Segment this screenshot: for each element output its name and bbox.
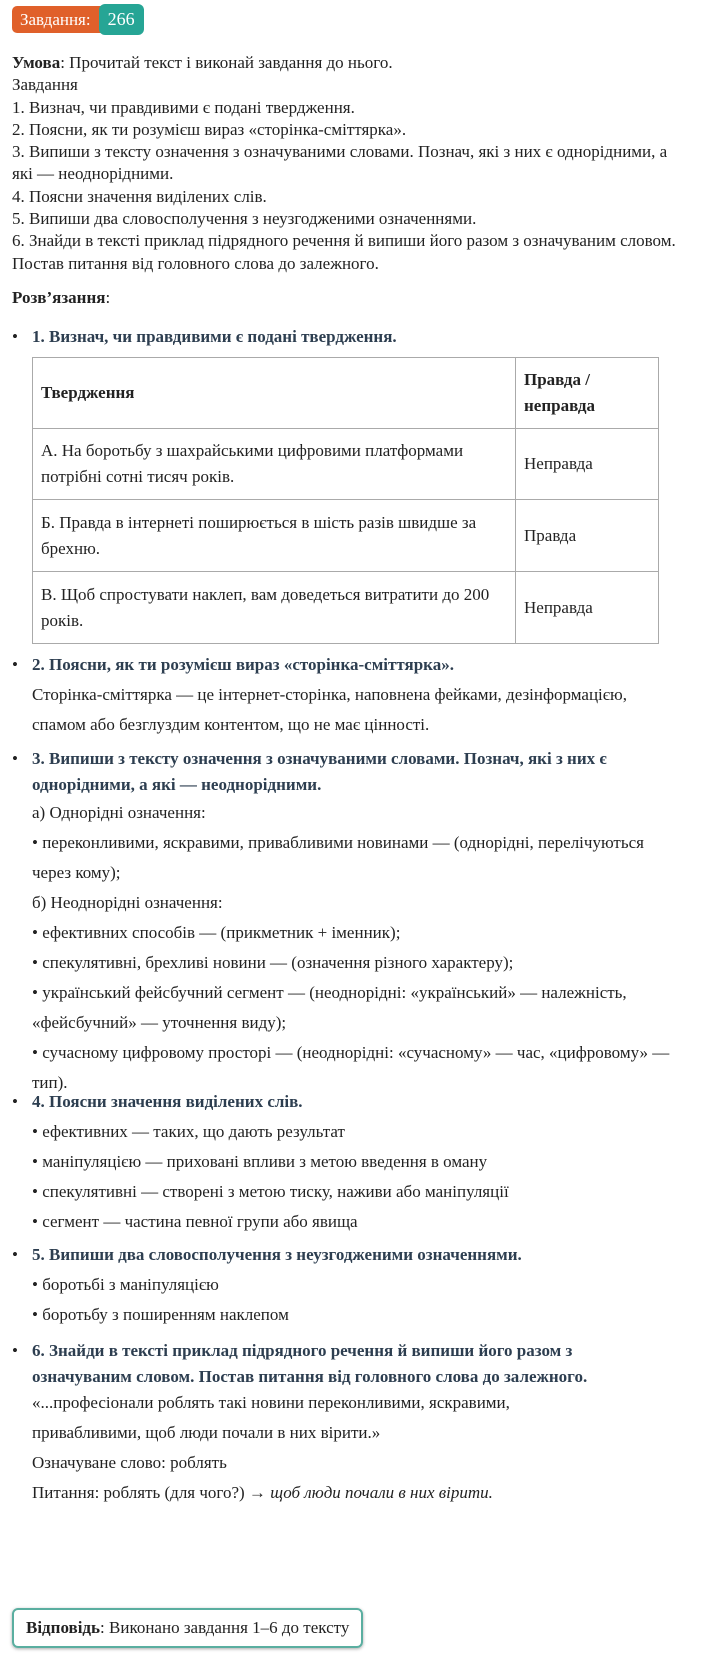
condition-label: Умова xyxy=(12,53,61,72)
section-1 xyxy=(12,327,397,347)
line: • боротьбі з маніпуляцією xyxy=(32,1275,219,1294)
table-row xyxy=(33,572,659,644)
statement: Б. Правда в інтернеті поширюється в шість разів швидше за брехню. xyxy=(33,500,516,572)
task-item: 4. Поясни значення виділених слів. xyxy=(12,186,267,206)
section-3 xyxy=(12,746,662,798)
line: Означуване слово: роблять xyxy=(32,1453,227,1472)
table-header: Твердження xyxy=(33,358,516,429)
section-4 xyxy=(12,1092,303,1112)
question-answer: щоб люди почали в них вірити. xyxy=(270,1483,493,1502)
task-item: 3. Випиши з тексту означення з означуваними словами. Познач, які з них є однорідними, а які — неоднорідними. xyxy=(12,142,668,184)
question: Питання: роблять (для чого?) → xyxy=(32,1483,266,1502)
section-heading: • 6. Знайди в тексті приклад підрядного речення й випиши його разом з означуваним словом. Постав питання від головного слова до залежного. xyxy=(32,1341,588,1386)
line: • український фейсбучний сегмент — (неоднорідні: «український» — належність, «фейсбучний» — уточнення виду); xyxy=(32,983,627,1032)
task-item: 6. Знайди в тексті приклад підрядного речення й випиши його разом з означуваним словом. Постав питання від головного слова до залежного. xyxy=(12,231,676,273)
line: • переконливими, яскравими, привабливими новинами — (однорідні, перелічуються через кому); xyxy=(32,833,644,882)
task-item: 2. Поясни, як ти розумієш вираз «сторінка-сміттярка». xyxy=(12,119,407,139)
line: б) Неоднорідні означення: xyxy=(32,893,223,912)
line: • спекулятивні, брехливі новини — (означення різного характеру); xyxy=(32,953,514,972)
section-heading: • 4. Поясни значення виділених слів. xyxy=(32,1092,303,1111)
statement: В. Щоб спростувати наклеп, вам доведеться витратити до 200 років. xyxy=(33,572,516,644)
section-heading: • 5. Випиши два словосполучення з неузгодженими означеннями. xyxy=(32,1245,522,1264)
section-2 xyxy=(12,655,454,675)
section-5 xyxy=(12,1245,522,1265)
answer-text: : Виконано завдання 1–6 до тексту xyxy=(100,1618,350,1637)
task-badge xyxy=(12,6,144,33)
section-heading: • 3. Випиши з тексту означення з означуваними словами. Познач, які з них є однорідними, а які — неоднорідними. xyxy=(32,749,607,794)
line: • спекулятивні — створені з метою тиску, наживи або маніпуляції xyxy=(32,1182,509,1201)
line: • сегмент — частина певної групи або явища xyxy=(32,1212,358,1231)
line: а) Однорідні означення: xyxy=(32,803,206,822)
section-6-body xyxy=(32,1388,592,1508)
statements-table xyxy=(32,357,659,644)
task-item: 5. Випиши два словосполучення з неузгодженими означеннями. xyxy=(12,209,477,229)
section-4-body xyxy=(32,1117,682,1237)
task-label: Завдання: xyxy=(20,9,91,29)
verdict: Неправда xyxy=(516,429,659,500)
verdict: Правда xyxy=(516,500,659,572)
answer-label: Відповідь xyxy=(26,1618,101,1637)
table-header: Правда / неправда xyxy=(516,358,659,429)
line: • маніпуляцією — приховані впливи з метою введення в оману xyxy=(32,1152,488,1171)
task-item: 1. Визнач, чи правдивими є подані твердження. xyxy=(12,97,355,117)
condition: Умова: Прочитай текст і виконай завдання до нього. Завдання 1. Визнач, чи правдивими є подані твердження. 2. Поясни, як ти розумієш вираз «сторінка-сміттярка». 3. Випиши з тексту означення з означуваними словами. Познач, які з них є однорідними, а які — неоднорідними. 4. Поясни значення виділених слів. 5. Випиши два словосполучення з неузгодженими означеннями. 6. Знайди в тексті приклад підрядного речення й випиши його разом з означуваним словом. Постав питання від головного слова до залежного. Розв’язання: xyxy=(12,52,692,309)
task-number: 266 xyxy=(99,4,144,35)
verdict: Неправда xyxy=(516,572,659,644)
line: • боротьбу з поширенням наклепом xyxy=(32,1305,289,1324)
section-6 xyxy=(12,1338,662,1390)
section-heading: • 2. Поясни, як ти розумієш вираз «сторінка-сміттярка». xyxy=(32,655,454,674)
condition-text: : Прочитай текст і виконай завдання до нього. xyxy=(60,53,393,72)
solution-label: Розв’язання xyxy=(12,287,106,307)
statement: А. На боротьбу з шахрайськими цифровими платформами потрібні сотні тисяч років. xyxy=(33,429,516,500)
table-row xyxy=(33,429,659,500)
line: • ефективних способів — (прикметник + іменник); xyxy=(32,923,401,942)
quote: «...професіонали роблять такі новини переконливими, яскравими, привабливими, щоб люди почали в них вірити.» xyxy=(32,1393,510,1442)
section-5-body xyxy=(32,1270,682,1330)
line: • ефективних — таких, що дають результат xyxy=(32,1122,345,1141)
section-heading: • 1. Визнач, чи правдивими є подані твердження. xyxy=(32,327,397,346)
line: • сучасному цифровому просторі — (неоднорідні: «сучасному» — час, «цифровому» — тип). xyxy=(32,1043,670,1092)
answer-box xyxy=(12,1608,363,1648)
section-text: Сторінка-сміттярка — це інтернет-сторінка, наповнена фейками, дезінформацією, спамом або безглуздим контентом, що не має цінності. xyxy=(32,685,628,734)
condition-subtitle: Завдання xyxy=(12,75,78,95)
section-3-body xyxy=(32,798,682,1098)
table-row xyxy=(33,500,659,572)
